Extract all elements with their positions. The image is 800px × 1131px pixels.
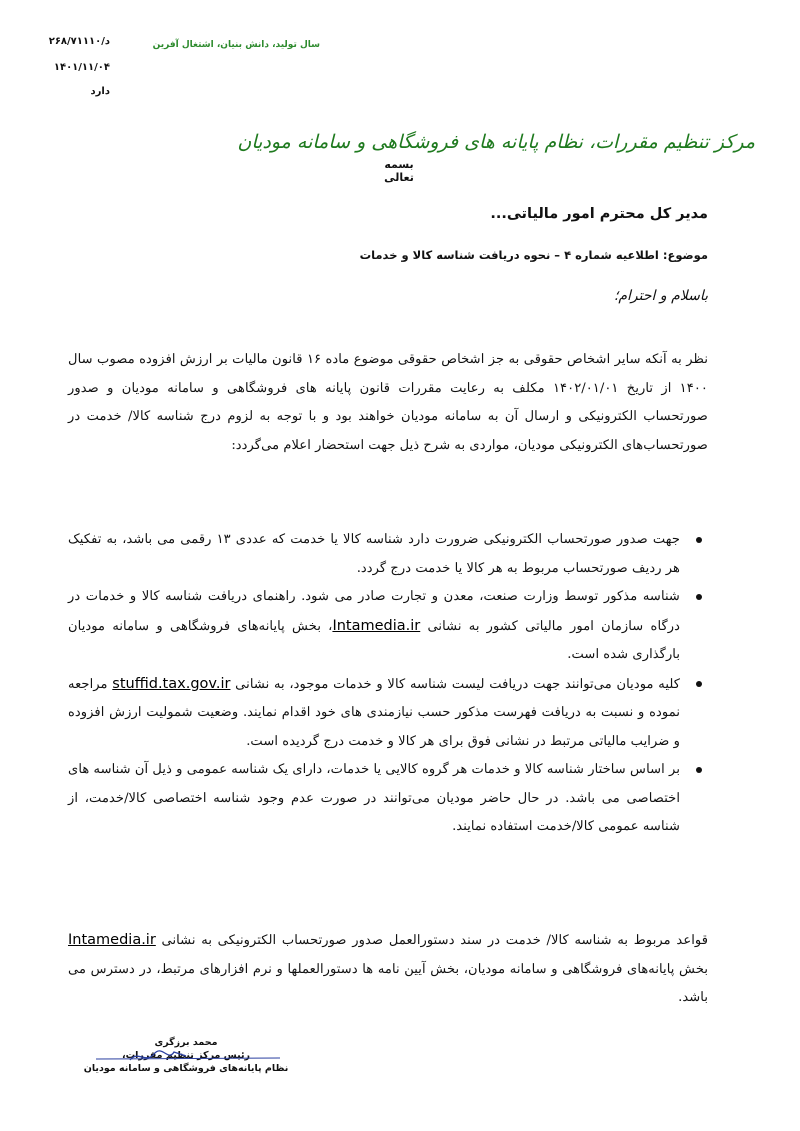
closing-paragraph xyxy=(68,926,708,1013)
bullet-text: کلیه مودیان می‌توانند جهت دریافت لیست شناسه کالا و خدمات موجود، به نشانی xyxy=(230,676,680,692)
signatory-organization: نظام پایانه‌های فروشگاهی و سامانه مودیان xyxy=(83,1063,289,1074)
bullet-text: ، بخش پایانه‌های فروشگاهی و سامانه مودیان بارگذاری شده است. xyxy=(68,618,680,662)
organization-title: مرکز تنظیم مقررات، نظام پایانه های فروشگاهی و سامانه مودیان xyxy=(237,131,755,153)
bullet-text: مراجعه نموده و نسبت به دریافت فهرست مذکور حسب نیازمندی های خود اقدام نمایند. وضعیت شمولیت ارزش افزوده و ضرایب مالیاتی مرتبط در نشانی فوق برای هر کالا و خدمت درج گردیده است. xyxy=(68,676,680,749)
signature-icon xyxy=(128,1046,188,1066)
bullet-text: جهت صدور صورتحساب الکترونیکی ضرورت دارد شناسه کالا یا خدمت که عددی ۱۳ رقمی می باشد، به تفکیک هر ردیف صورتحساب مربوط به هر کالا یا خدمت درج گردد. xyxy=(68,532,680,576)
list-item xyxy=(68,526,708,583)
bullet-icon xyxy=(696,681,702,687)
greeting: باسلام و احترام؛ xyxy=(613,288,708,304)
bullet-text: بر اساس ساختار شناسه کالا و خدمات هر گروه کالایی یا خدمات، دارای یک شناسه عمومی و ذیل آن شناسه های اختصاصی می باشد. در حال حاضر مودیان می‌توانند در صورت عدم وجود شناسه اختصاصی کالا/خدمت، از شناسه عمومی کالا/خدمت استفاده نمایند. xyxy=(68,762,680,834)
intamedia-link[interactable]: Intamedia.ir xyxy=(332,617,421,634)
signatory-title: رئیس مرکز تنظیم مقررات، xyxy=(121,1050,251,1061)
stuffid-link[interactable]: stuffid.tax.gov.ir xyxy=(112,675,231,692)
bullet-icon xyxy=(696,594,702,600)
bullet-list xyxy=(68,526,708,842)
intro-paragraph: نظر به آنکه سایر اشخاص حقوقی به جز اشخاص حقوقی موضوع ماده ۱۶ قانون مالیات بر ارزش افزوده مصوب سال ۱۴۰۰ از تاریخ ۱۴۰۲/۰۱/۰۱ مکلف به رعایت مقررات قانون پایانه های فروشگاهی و سامانه مودیان و صدور صورتحساب الکترونیکی و ارسال آن به سامانه مودیان خواهند بود و با توجه به لزوم درج شناسه کالا/ خدمت در صورتحساب‌های الکترونیکی مودیان، مواردی به شرح ذیل جهت استحضار اعلام می‌گردد: xyxy=(68,352,708,453)
signatory-name: محمد برزگری xyxy=(154,1037,218,1048)
closing-text: قواعد مربوط به شناسه کالا/ خدمت در سند دستورالعمل صدور صورتحساب الکترونیکی به نشانی xyxy=(155,933,708,948)
letter-date: ۱۴۰۱/۱۱/۰۴ xyxy=(53,62,110,73)
closing-text: بخش پایانه‌های فروشگاهی و سامانه مودیان، بخش آیین نامه ها دستورالعملها و نرم افزارهای مرتبط، در دسترس می باشد. xyxy=(68,961,708,1005)
list-item xyxy=(68,756,708,842)
letter-attachment: دارد xyxy=(90,86,110,97)
bullet-icon xyxy=(696,767,702,773)
intamedia-link[interactable]: Intamedia.ir xyxy=(68,932,156,948)
basmala: بسمه تعالی xyxy=(384,158,414,184)
list-item xyxy=(68,583,708,670)
recipient: مدیر کل محترم امور مالیاتی... xyxy=(490,206,708,222)
bullet-icon xyxy=(696,537,702,543)
letter-number: د/۲۶۸/۷۱۱۱۰ xyxy=(48,36,110,47)
year-slogan: سال تولید، دانش بنیان، اشتغال آفرین xyxy=(152,40,320,50)
list-item xyxy=(68,670,708,757)
bullet-text: شناسه مذکور توسط وزارت صنعت، معدن و تجارت صادر می شود. راهنمای دریافت شناسه کالا و خدمات در درگاه سازمان امور مالیاتی کشور به نشانی xyxy=(68,589,680,634)
subject-line: موضوع: اطلاعیه شماره ۴ – نحوه دریافت شناسه کالا و خدمات xyxy=(359,248,708,262)
